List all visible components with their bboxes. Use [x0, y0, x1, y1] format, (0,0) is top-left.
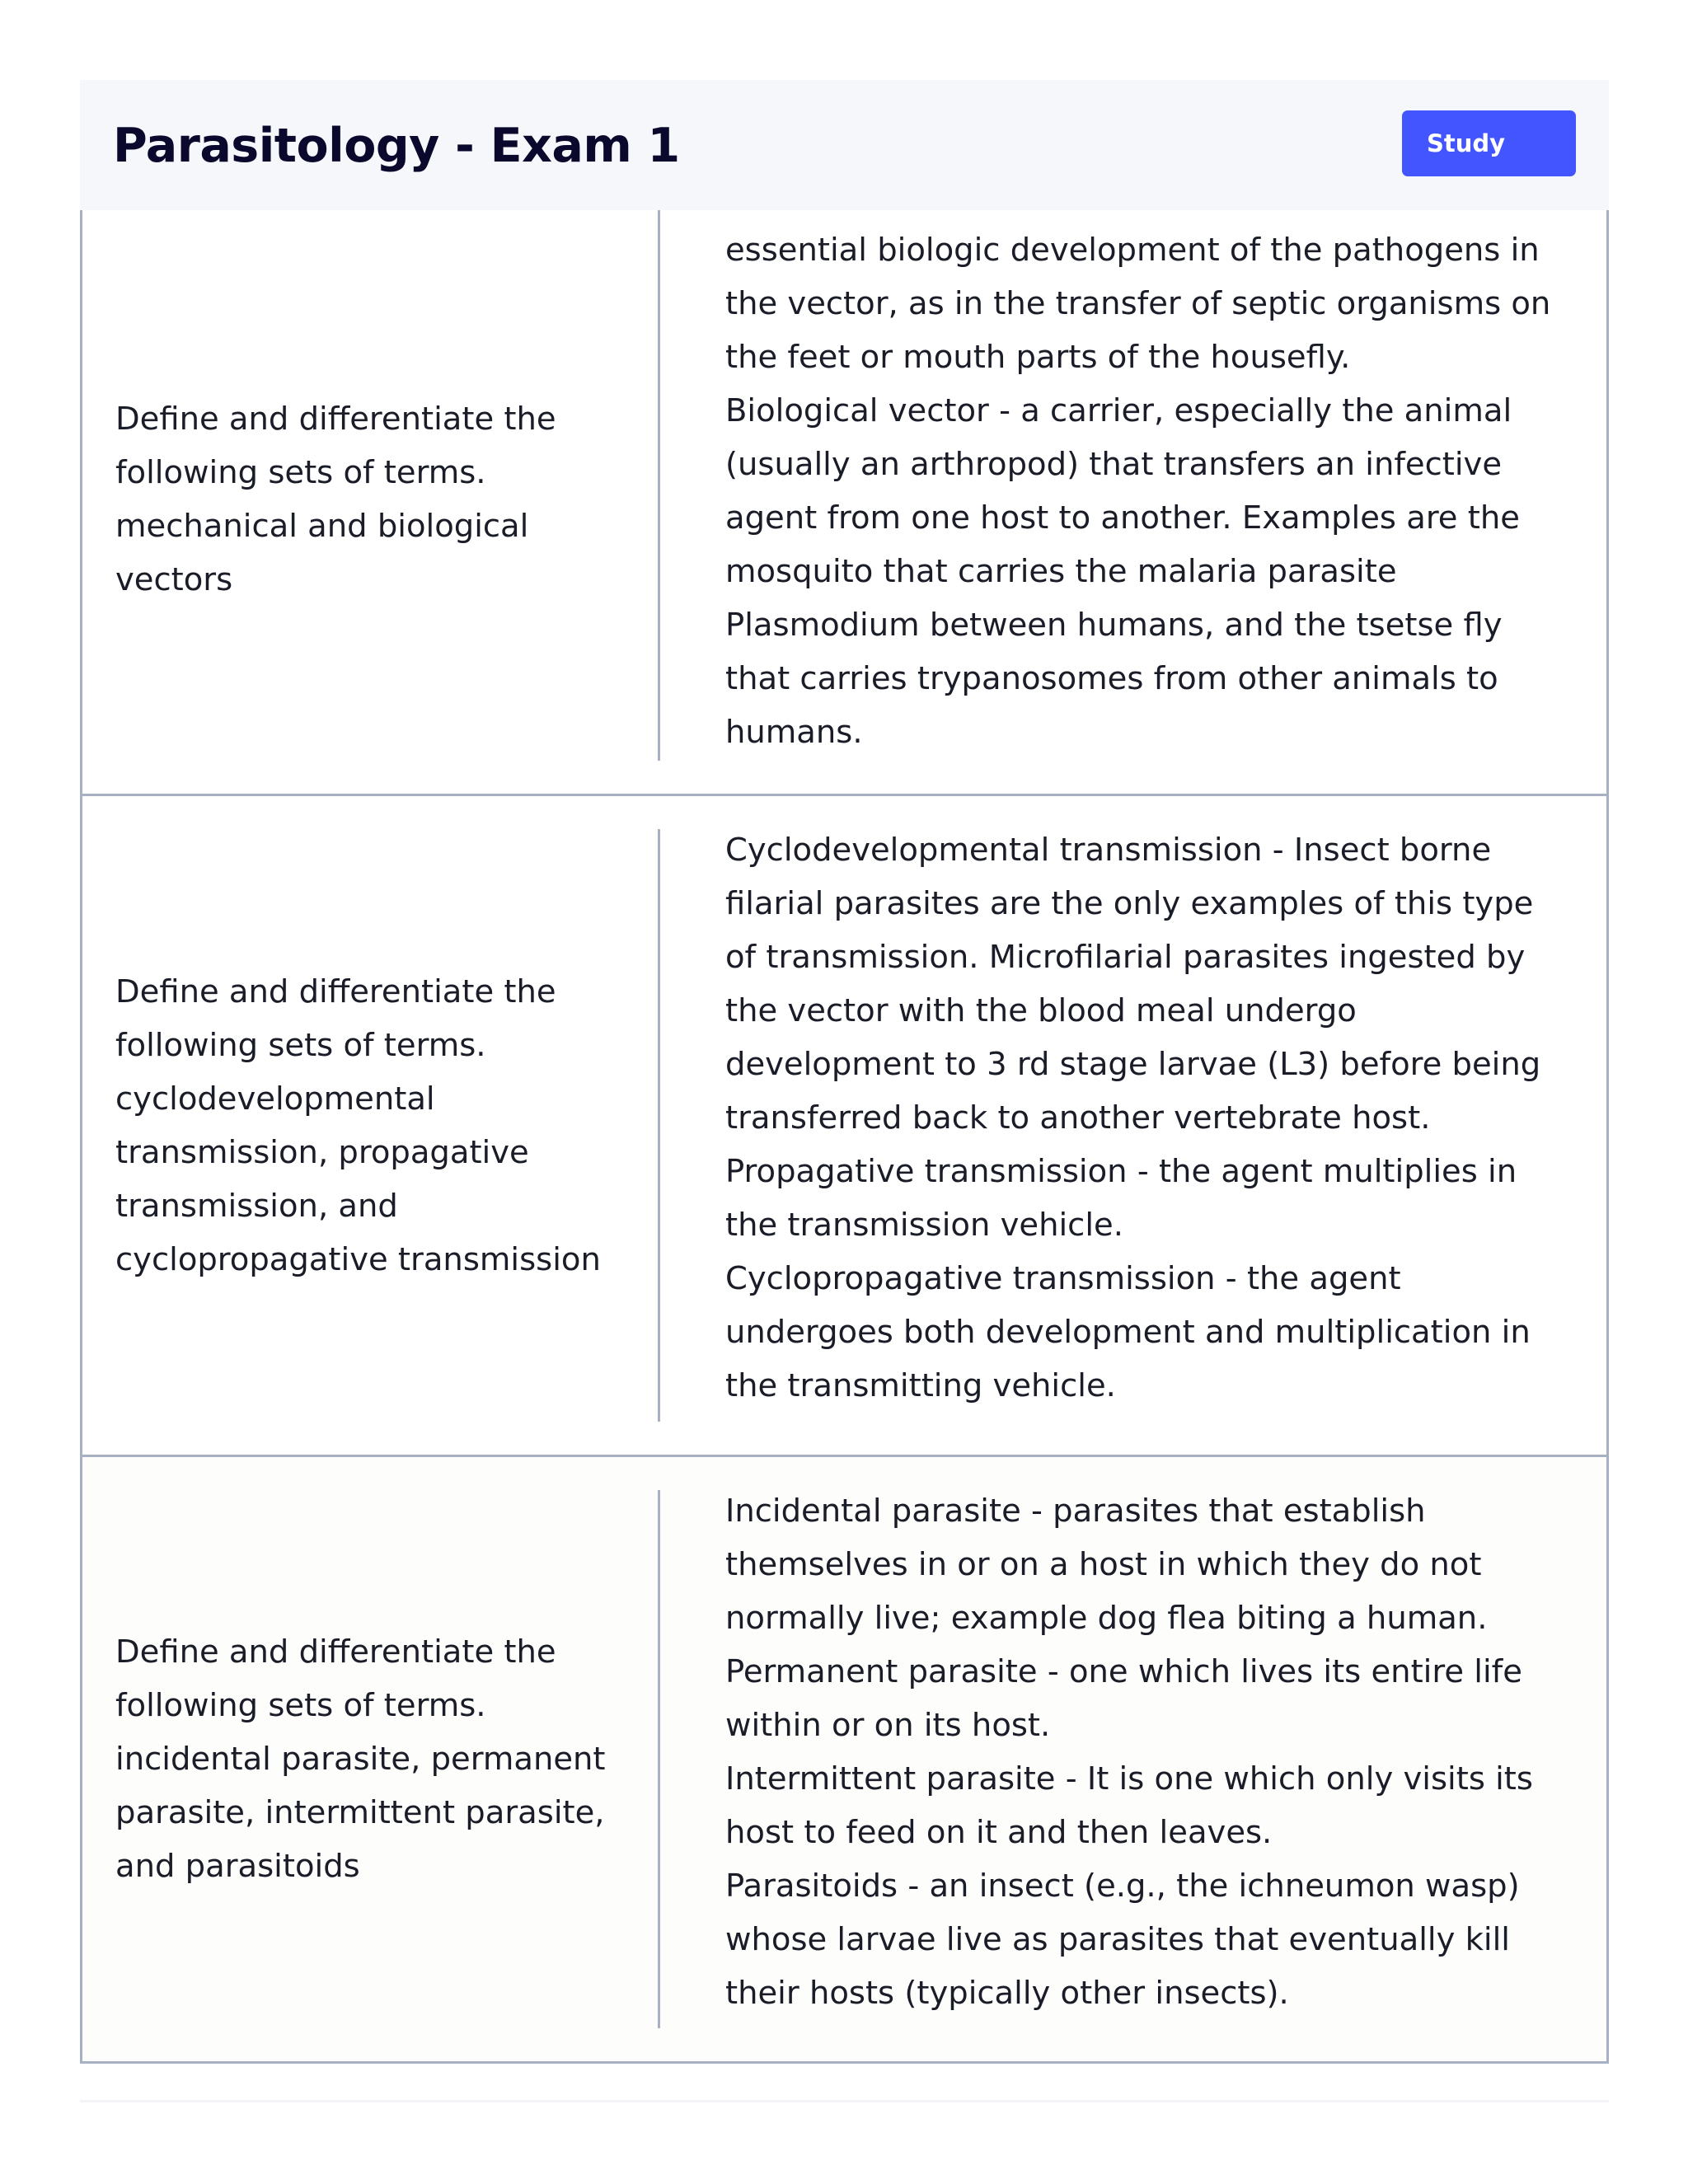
footer-divider [80, 2100, 1609, 2102]
card-definition: Incidental parasite - parasites that establish themselves in or on a host in which they do not normally live; example dog flea biting a human. Permanent parasite - one which lives its entire life within or on its host. Intermittent parasite - It is one which only visits its host to feed on it and then leaves. Parasitoids - an insect (e.g., the ichneumon wasp) whose larvae live as parasites that eventually kill their hosts (typically other insects). [725, 1493, 1533, 2012]
study-button[interactable]: Study [1402, 110, 1576, 176]
page-title: Parasitology - Exam 1 [113, 119, 680, 173]
flashcard-list [80, 202, 1609, 2064]
card-term: Define and differentiate the following sets of terms. incidental parasite, permanent parasite, intermittent parasite, and parasitoids [115, 1633, 606, 1885]
card-definition: essential biologic development of the pathogens in the vector, as in the transfer of septic organisms on the feet or mouth parts of the housefly. Biological vector - a carrier, especially the animal (usually an arthropod) that transfers an infective agent from one host to another. Examples are the mosquito that carries the malaria parasite Plasmodium between humans, and the tsetse fly that carries trypanosomes from other animals to humans. [725, 232, 1551, 751]
card-divider [658, 1490, 660, 2028]
flashcard [80, 1457, 1609, 2064]
card-term: Define and differentiate the following sets of terms. mechanical and biological vectors [115, 400, 556, 598]
flashcard [80, 202, 1609, 796]
card-divider [658, 204, 660, 761]
flashcard [80, 796, 1609, 1457]
card-definition: Cyclodevelopmental transmission - Insect borne filarial parasites are the only examples of this type of transmission. Microfilarial parasites ingested by the vector with the blood meal undergo development to 3 rd stage larvae (L3) before being transferred back to another vertebrate host. Propagative transmission - the agent multiplies in the transmission vehicle. Cyclopropagative transmission - the agent undergoes both development and multiplication in the transmitting vehicle. [725, 832, 1541, 1404]
card-divider [658, 829, 660, 1422]
card-term: Define and differentiate the following sets of terms. cyclodevelopmental transmission, propagative transmission, and cyclopropagative transmission [115, 972, 601, 1278]
page-header [80, 80, 1609, 210]
